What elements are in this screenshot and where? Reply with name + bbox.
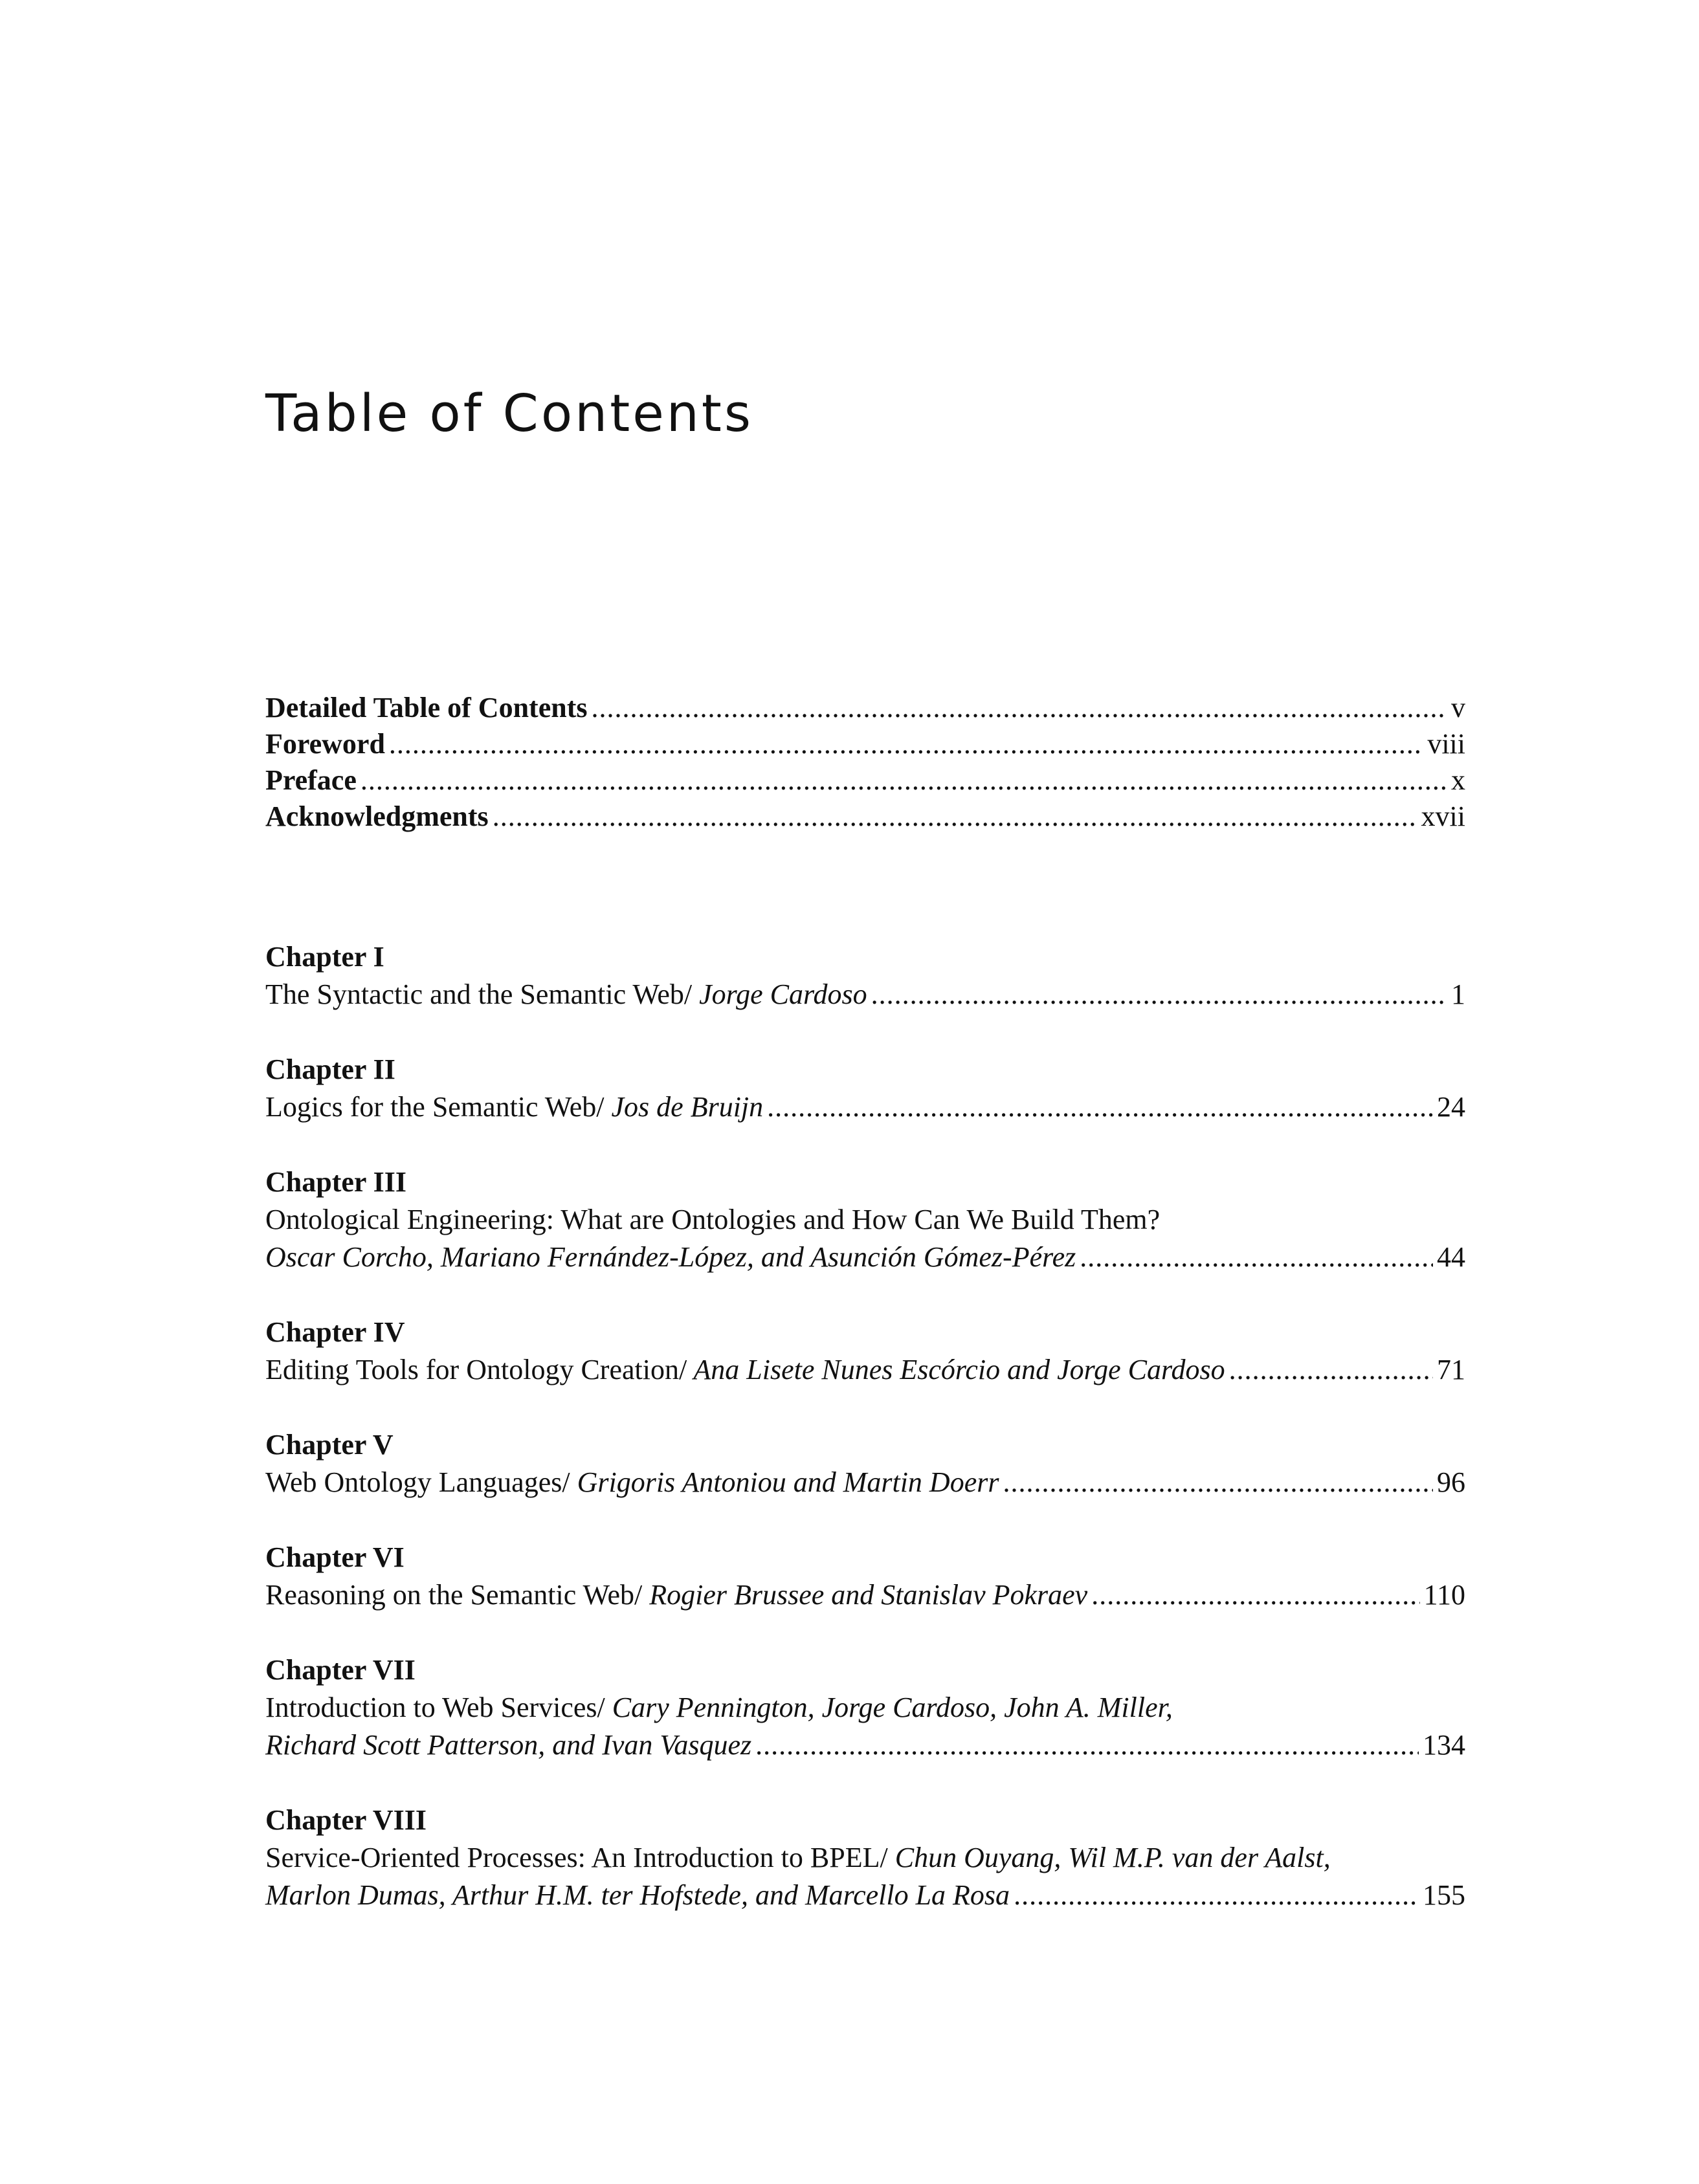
dot-leader bbox=[389, 726, 1423, 762]
page-number: x bbox=[1451, 764, 1465, 796]
page-number: 44 bbox=[1437, 1241, 1465, 1273]
chapter-authors: Jorge Cardoso bbox=[692, 978, 867, 1010]
chapter-title-line bbox=[265, 1689, 1465, 1726]
chapter-label: Chapter VII bbox=[265, 1654, 416, 1686]
chapter-title: Editing Tools for Ontology Creation/ bbox=[265, 1354, 687, 1385]
chapter-title: Ontological Engineering: What are Ontologies and How Can We Build Them? bbox=[265, 1204, 1160, 1235]
dot-leader bbox=[493, 799, 1417, 835]
dot-leader bbox=[1091, 1576, 1419, 1614]
dot-leader bbox=[1080, 1239, 1433, 1276]
chapter-authors: Oscar Corcho, Mariano Fernández-López, and Asunción Gómez-Pérez bbox=[265, 1241, 1076, 1273]
chapter-entry[interactable] bbox=[265, 1539, 1465, 1614]
dot-leader bbox=[767, 1088, 1433, 1126]
chapter-title: Service-Oriented Processes: An Introduction to BPEL/ bbox=[265, 1842, 888, 1873]
dot-leader bbox=[871, 976, 1447, 1013]
chapter-authors-line bbox=[265, 1877, 1465, 1914]
chapter-entry[interactable] bbox=[265, 1426, 1465, 1501]
dot-leader bbox=[591, 690, 1447, 726]
chapter-label: Chapter IV bbox=[265, 1316, 405, 1348]
dot-leader bbox=[1229, 1351, 1433, 1389]
chapter-authors-line bbox=[265, 1726, 1465, 1764]
chapter-label: Chapter II bbox=[265, 1053, 395, 1085]
chapter-title-line bbox=[265, 1576, 1465, 1614]
chapter-label: Chapter III bbox=[265, 1166, 407, 1198]
chapter-title-line bbox=[265, 1839, 1465, 1877]
chapter-title: The Syntactic and the Semantic Web/ bbox=[265, 978, 693, 1010]
chapter-authors: Ana Lisete Nunes Escórcio and Jorge Cardoso bbox=[687, 1354, 1225, 1385]
chapter-entry[interactable] bbox=[265, 1051, 1465, 1126]
chapter-label: Chapter VIII bbox=[265, 1804, 427, 1836]
chapter-title: Introduction to Web Services/ bbox=[265, 1692, 605, 1723]
chapter-list bbox=[265, 938, 1465, 1952]
toc-entry[interactable] bbox=[265, 799, 1465, 835]
chapter-authors-first-line: Cary Pennington, Jorge Cardoso, John A. Miller, bbox=[605, 1692, 1173, 1723]
entry-label: Acknowledgments bbox=[265, 800, 489, 832]
page-number: v bbox=[1451, 692, 1465, 723]
chapter-authors-line bbox=[265, 1239, 1465, 1276]
dot-leader bbox=[1003, 1464, 1433, 1501]
chapter-authors: Marlon Dumas, Arthur H.M. ter Hofstede, and Marcello La Rosa bbox=[265, 1879, 1010, 1911]
chapter-entry[interactable] bbox=[265, 1314, 1465, 1389]
chapter-authors: Jos de Bruijn bbox=[604, 1091, 764, 1123]
page-number: viii bbox=[1427, 728, 1465, 760]
toc-entry[interactable] bbox=[265, 690, 1465, 726]
entry-label: Preface bbox=[265, 764, 357, 796]
chapter-authors: Rogier Brussee and Stanislav Pokraev bbox=[642, 1579, 1088, 1611]
chapter-title: Reasoning on the Semantic Web/ bbox=[265, 1579, 643, 1611]
page-number: 155 bbox=[1423, 1879, 1465, 1911]
chapter-label: Chapter VI bbox=[265, 1541, 405, 1573]
page-number: 134 bbox=[1423, 1729, 1465, 1761]
entry-label: Foreword bbox=[265, 728, 385, 760]
chapter-title-line bbox=[265, 1351, 1465, 1389]
chapter-entry[interactable] bbox=[265, 1651, 1465, 1764]
chapter-authors: Richard Scott Patterson, and Ivan Vasquez bbox=[265, 1729, 752, 1761]
dot-leader bbox=[361, 762, 1447, 799]
chapter-title-line bbox=[265, 1088, 1465, 1126]
chapter-title: Web Ontology Languages/ bbox=[265, 1466, 570, 1498]
chapter-title-line bbox=[265, 976, 1465, 1013]
page-number: 71 bbox=[1437, 1354, 1465, 1385]
chapter-entry[interactable] bbox=[265, 1164, 1465, 1276]
page-number: 1 bbox=[1451, 978, 1465, 1010]
chapter-entry[interactable] bbox=[265, 938, 1465, 1013]
front-matter-list bbox=[265, 690, 1465, 835]
chapter-title-line bbox=[265, 1464, 1465, 1501]
chapter-label: Chapter I bbox=[265, 941, 384, 973]
entry-label: Detailed Table of Contents bbox=[265, 692, 588, 723]
page-number: 96 bbox=[1437, 1466, 1465, 1498]
chapter-authors: Grigoris Antoniou and Martin Doerr bbox=[570, 1466, 999, 1498]
dot-leader bbox=[755, 1726, 1419, 1764]
page-title: Table of Contents bbox=[265, 384, 754, 443]
chapter-authors-first-line: Chun Ouyang, Wil M.P. van der Aalst, bbox=[887, 1842, 1331, 1873]
chapter-label: Chapter V bbox=[265, 1429, 394, 1461]
chapter-title: Logics for the Semantic Web/ bbox=[265, 1091, 605, 1123]
page-number: 110 bbox=[1423, 1579, 1465, 1611]
page-number: 24 bbox=[1437, 1091, 1465, 1123]
page-number: xvii bbox=[1421, 800, 1465, 832]
toc-entry[interactable] bbox=[265, 726, 1465, 762]
chapter-entry[interactable] bbox=[265, 1802, 1465, 1914]
dot-leader bbox=[1014, 1877, 1419, 1914]
toc-entry[interactable] bbox=[265, 762, 1465, 799]
